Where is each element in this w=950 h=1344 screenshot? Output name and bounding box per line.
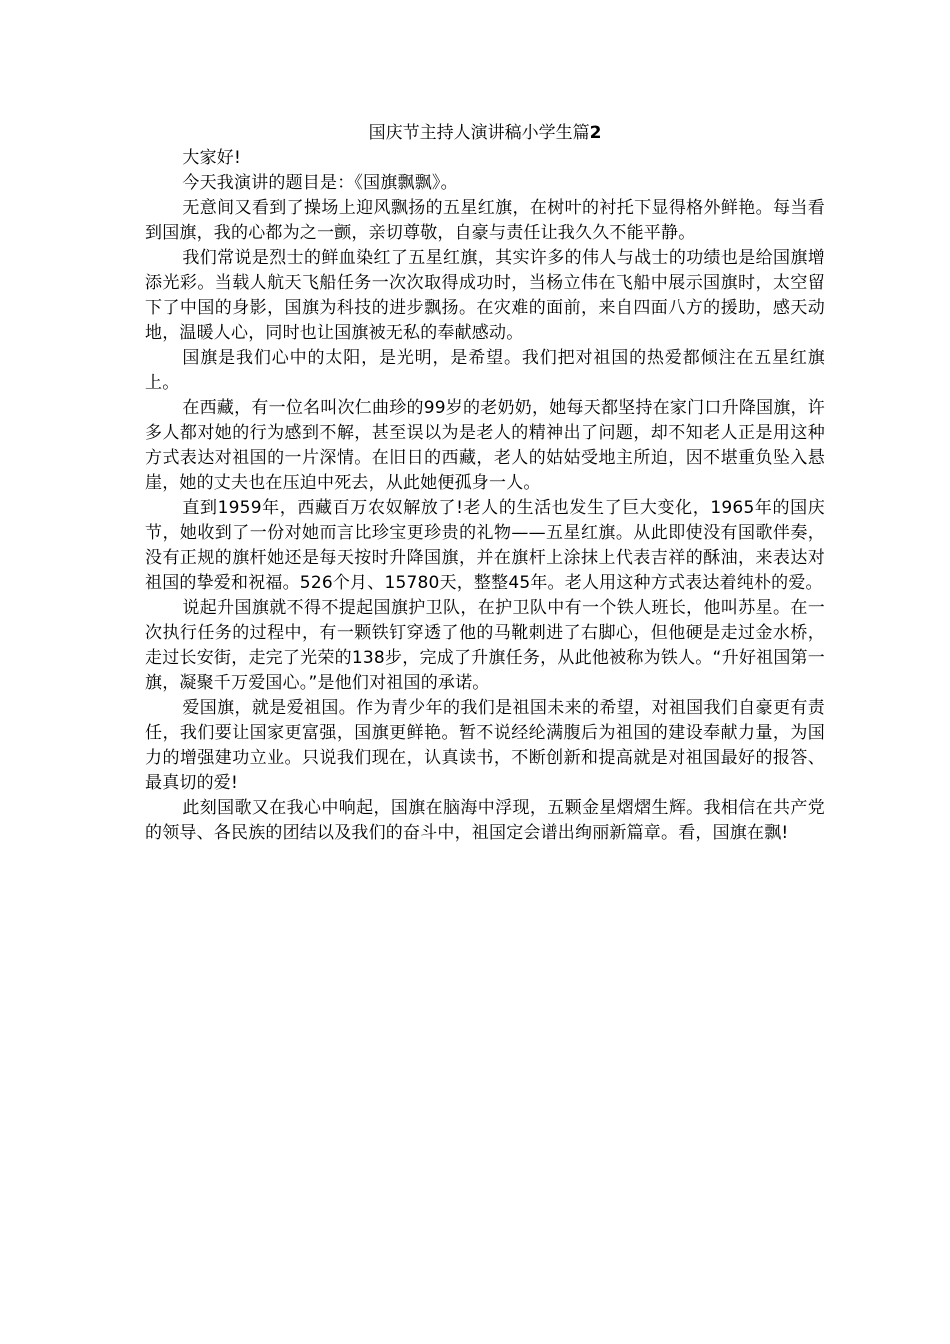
paragraph: 说起升国旗就不得不提起国旗护卫队，在护卫队中有一个铁人班长，他叫苏星。在一次执行任务的过程中，有一颗铁钉穿透了他的马靴刺进了右脚心，但他硬是走过金水桥，走过长安街，走完了光荣的138步，完成了升旗任务，从此他被称为铁人。“升好祖国第一旗，凝聚千万爱国心。”是他们对祖国的承诺。	[145, 598, 825, 693]
paragraph: 我们常说是烈士的鲜血染红了五星红旗，其实许多的伟人与战士的功绩也是给国旗增添光彩。当载人航天飞船任务一次次取得成功时，当杨立伟在飞船中展示国旗时，太空留下了中国的身影，国旗为科技的进步飘扬。在灾难的面前，来自四面八方的援助，感天动地，温暖人心，同时也让国旗被无私的奉献感动。	[145, 248, 825, 343]
paragraph: 国旗是我们心中的太阳，是光明，是希望。我们把对祖国的热爱都倾注在五星红旗上。	[145, 348, 825, 393]
paragraph-greeting: 大家好!	[182, 148, 242, 168]
document-title	[145, 121, 825, 146]
paragraph-closing: 此刻国歌又在我心中响起，国旗在脑海中浮现，五颗金星熠熠生辉。我相信在共产党的领导、各民族的团结以及我们的奋斗中，祖国定会谱出绚丽新篇章。看，国旗在飘!	[145, 798, 825, 843]
paragraph-topic: 今天我演讲的题目是：《国旗飘飘》。	[182, 173, 458, 193]
paragraph: 在西藏，有一位名叫次仁曲珍的99岁的老奶奶，她每天都坚持在家门口升降国旗，许多人都对她的行为感到不解，甚至误以为是老人的精神出了问题，却不知老人正是用这种方式表达对祖国的一片深情。在旧日的西藏，老人的姑姑受地主所迫，因不堪重负坠入悬崖，她的丈夫也在压迫中死去，从此她便孤身一人。	[145, 398, 825, 493]
title-text: 国庆节主持人演讲稿小学生篇	[368, 123, 590, 143]
title-number: 2	[589, 123, 602, 143]
document-page	[145, 121, 825, 846]
paragraph: 直到1959年，西藏百万农奴解放了!老人的生活也发生了巨大变化，1965年的国庆节，她收到了一份对她而言比珍宝更珍贵的礼物——五星红旗。从此即使没有国歌伴奏，没有正规的旗杆她还是每天按时升降国旗，并在旗杆上涂抹上代表吉祥的酥油，来表达对祖国的挚爱和祝福。526个月、15780天，整整45年。老人用这种方式表达着纯朴的爱。	[145, 498, 825, 593]
paragraph: 爱国旗，就是爱祖国。作为青少年的我们是祖国未来的希望，对祖国我们自豪更有责任，我们要让国家更富强，国旗更鲜艳。暂不说经纶满腹后为祖国的建设奉献力量，为国力的增强建功立业。只说我们现在，认真读书，不断创新和提高就是对祖国最好的报答、最真切的爱!	[145, 698, 825, 793]
paragraph: 无意间又看到了操场上迎风飘扬的五星红旗，在树叶的衬托下显得格外鲜艳。每当看到国旗，我的心都为之一颤，亲切尊敬，自豪与责任让我久久不能平静。	[145, 198, 825, 243]
